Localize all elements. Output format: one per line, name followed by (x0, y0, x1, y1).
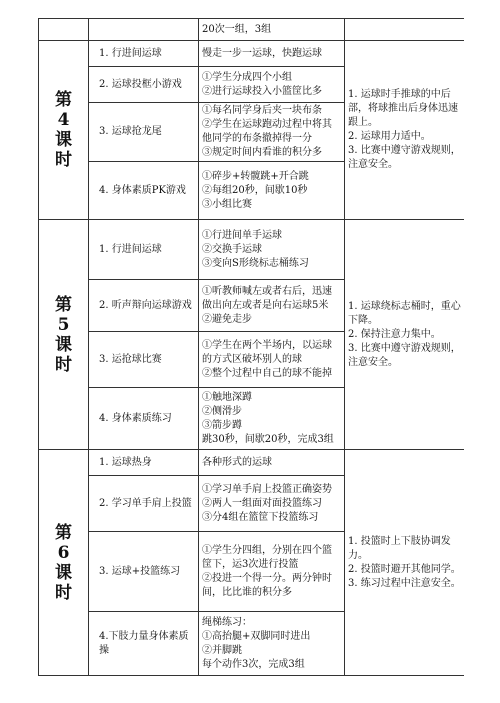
top-content-cell (199, 19, 345, 41)
previous-page-edge (38, 0, 464, 18)
activity-name-cell (89, 67, 199, 103)
activity-name: 4. 身体素质PK游戏 (99, 184, 186, 196)
activity-name-cell (89, 450, 199, 476)
note-line: 2. 投篮时避开其他同学。 (348, 563, 461, 575)
activity-content-cell (199, 332, 345, 388)
activity-name: 3. 运球+投篮练习 (99, 565, 181, 577)
activity-row (39, 41, 465, 67)
content-line: ①碎步+转髋跳+开合跳 (202, 170, 309, 182)
activity-name: 4.下肢力量身体素质操 (99, 630, 189, 656)
lesson-label-char: 课 (55, 562, 72, 583)
lesson-number-cell (39, 450, 89, 676)
teaching-notes-cell (345, 450, 465, 676)
lesson-label-char: 6 (57, 542, 70, 563)
content-line: ③箭步蹲 (202, 419, 242, 431)
top-partial-row (39, 19, 465, 41)
content-line: ②进行运球投入小篮筐比多 (202, 85, 322, 97)
activity-name-cell (89, 388, 199, 450)
activity-name: 1. 行进间运球 (99, 47, 162, 59)
content-line: ①每名同学身后夹一块布条 (202, 105, 322, 116)
content-line: ②交换手运球 (202, 243, 262, 255)
activity-name: 1. 运球热身 (99, 456, 152, 468)
content-line: ③变向S形绕标志桶练习 (202, 257, 309, 269)
activity-name-cell (89, 280, 199, 332)
content-line: ①触地深蹲 (202, 391, 252, 403)
content-line: ③小组比赛 (202, 198, 252, 210)
content-line: ①学生分成四个小组 (202, 71, 292, 83)
activity-content-cell (199, 162, 345, 220)
content-line: ③规定时间内看谁的积分多 (202, 147, 322, 158)
activity-name-cell (89, 332, 199, 388)
activity-row (39, 220, 465, 280)
lesson-plan-table (38, 18, 464, 676)
activity-name: 2. 学习单手肩上投篮 (99, 497, 192, 509)
top-activity-cell (89, 19, 199, 41)
content-line: ①高抬腿+双脚同时进出 (202, 630, 311, 642)
content-line: 慢走一步一运球，快跑运球 (202, 47, 322, 59)
top-lesson-cell (39, 19, 89, 41)
content-line: ①学生在两个半场内，以运球的方式区破坏别人的球 (202, 339, 332, 365)
lesson-label-char: 课 (55, 334, 72, 355)
activity-name-cell (89, 220, 199, 280)
note-line: 3. 练习过程中注意安全。 (348, 577, 461, 589)
content-line: ①听教师喊左或者右后，迅速做出向左或者是向右运球5米 (202, 285, 332, 311)
lesson-label-char: 时 (55, 582, 72, 603)
content-line: ②并脚跳 (202, 644, 242, 656)
lesson-label-char: 第 (55, 294, 72, 315)
activity-name: 1. 行进间运球 (99, 243, 162, 255)
activity-content-cell (199, 532, 345, 612)
lesson-label-char: 5 (57, 314, 70, 335)
lesson-label-char: 4 (57, 110, 70, 130)
content-line: 跳30秒，间歇20秒，完成3组 (202, 433, 334, 445)
activity-row (39, 450, 465, 476)
content-line: ①学生分四组，分别在四个篮筐下，运3次进行投篮 (202, 544, 332, 570)
note-line: 1. 投篮时上下肢协调发力。 (348, 535, 451, 561)
lesson-plan-sheet (38, 18, 464, 703)
activity-name-cell (89, 41, 199, 67)
note-line: 2. 保持注意力集中。 (348, 328, 441, 340)
content-line: ②投进一个得一分。两分钟时间，比比谁的积分多 (202, 572, 332, 598)
content-line: ③分4组在篮筐下投篮练习 (202, 511, 319, 523)
content-line: ①行进间单手运球 (202, 229, 282, 241)
activity-name-cell (89, 476, 199, 532)
activity-name: 3. 运球抢龙尾 (99, 126, 162, 137)
lesson-number-cell (39, 220, 89, 450)
lesson-label-char: 课 (55, 130, 72, 150)
content-line: 各种形式的运球 (202, 456, 272, 468)
content-line: ②两人一组面对面投篮练习 (202, 497, 322, 509)
content-line: 绳梯练习： (202, 616, 252, 628)
lesson-label-char: 第 (55, 90, 72, 110)
content-line: 每个动作3次，完成3组 (202, 658, 305, 670)
lesson-label-char: 第 (55, 522, 72, 543)
note-line: 1. 运球绕标志桶时，重心下降。 (348, 300, 461, 326)
note-line: 3. 比赛中遵守游戏规则，注意安全。 (348, 342, 461, 368)
content-line: ②整个过程中自己的球不能掉 (202, 367, 332, 379)
activity-content-cell (199, 280, 345, 332)
top-notes-cell (345, 19, 465, 41)
lesson-label-char: 时 (55, 150, 72, 170)
activity-content-cell (199, 103, 345, 162)
note-line: 1. 运球时手推球的中后部，将球推出后身体迅速跟上。 (348, 89, 458, 128)
content-line: ①学习单手肩上投篮正确姿势 (202, 483, 332, 495)
activity-content-cell (199, 450, 345, 476)
activity-content-cell (199, 41, 345, 67)
activity-content-cell (199, 476, 345, 532)
activity-name-cell (89, 103, 199, 162)
activity-name-cell (89, 162, 199, 220)
lesson-label-char: 时 (55, 354, 72, 375)
activity-name: 2. 运球投框小游戏 (99, 78, 182, 90)
content-line: ②避免走步 (202, 313, 252, 325)
content-line: ②侧滑步 (202, 405, 242, 417)
activity-content-cell (199, 612, 345, 676)
lesson-number-cell (39, 41, 89, 220)
teaching-notes-cell (345, 41, 465, 220)
content-line: ②每组20秒，间歇10秒 (202, 184, 308, 196)
activity-content-cell (199, 67, 345, 103)
note-line: 3. 比赛中遵守游戏规则，注意安全。 (348, 145, 461, 170)
activity-name-cell (89, 612, 199, 676)
activity-name: 3. 运抢球比赛 (99, 353, 162, 365)
activity-name: 4. 身体素质练习 (99, 412, 172, 424)
activity-content-cell (199, 388, 345, 450)
content-line: ②学生在运球跑动过程中将其他同学的布条撤掉得一分 (202, 119, 332, 144)
activity-content-cell (199, 220, 345, 280)
top-content-text: 20次一组，3组 (202, 23, 272, 35)
teaching-notes-cell (345, 220, 465, 450)
note-line: 2. 运球用力适中。 (348, 131, 431, 142)
activity-name: 2. 听声辩向运球游戏 (99, 299, 192, 311)
activity-name-cell (89, 532, 199, 612)
